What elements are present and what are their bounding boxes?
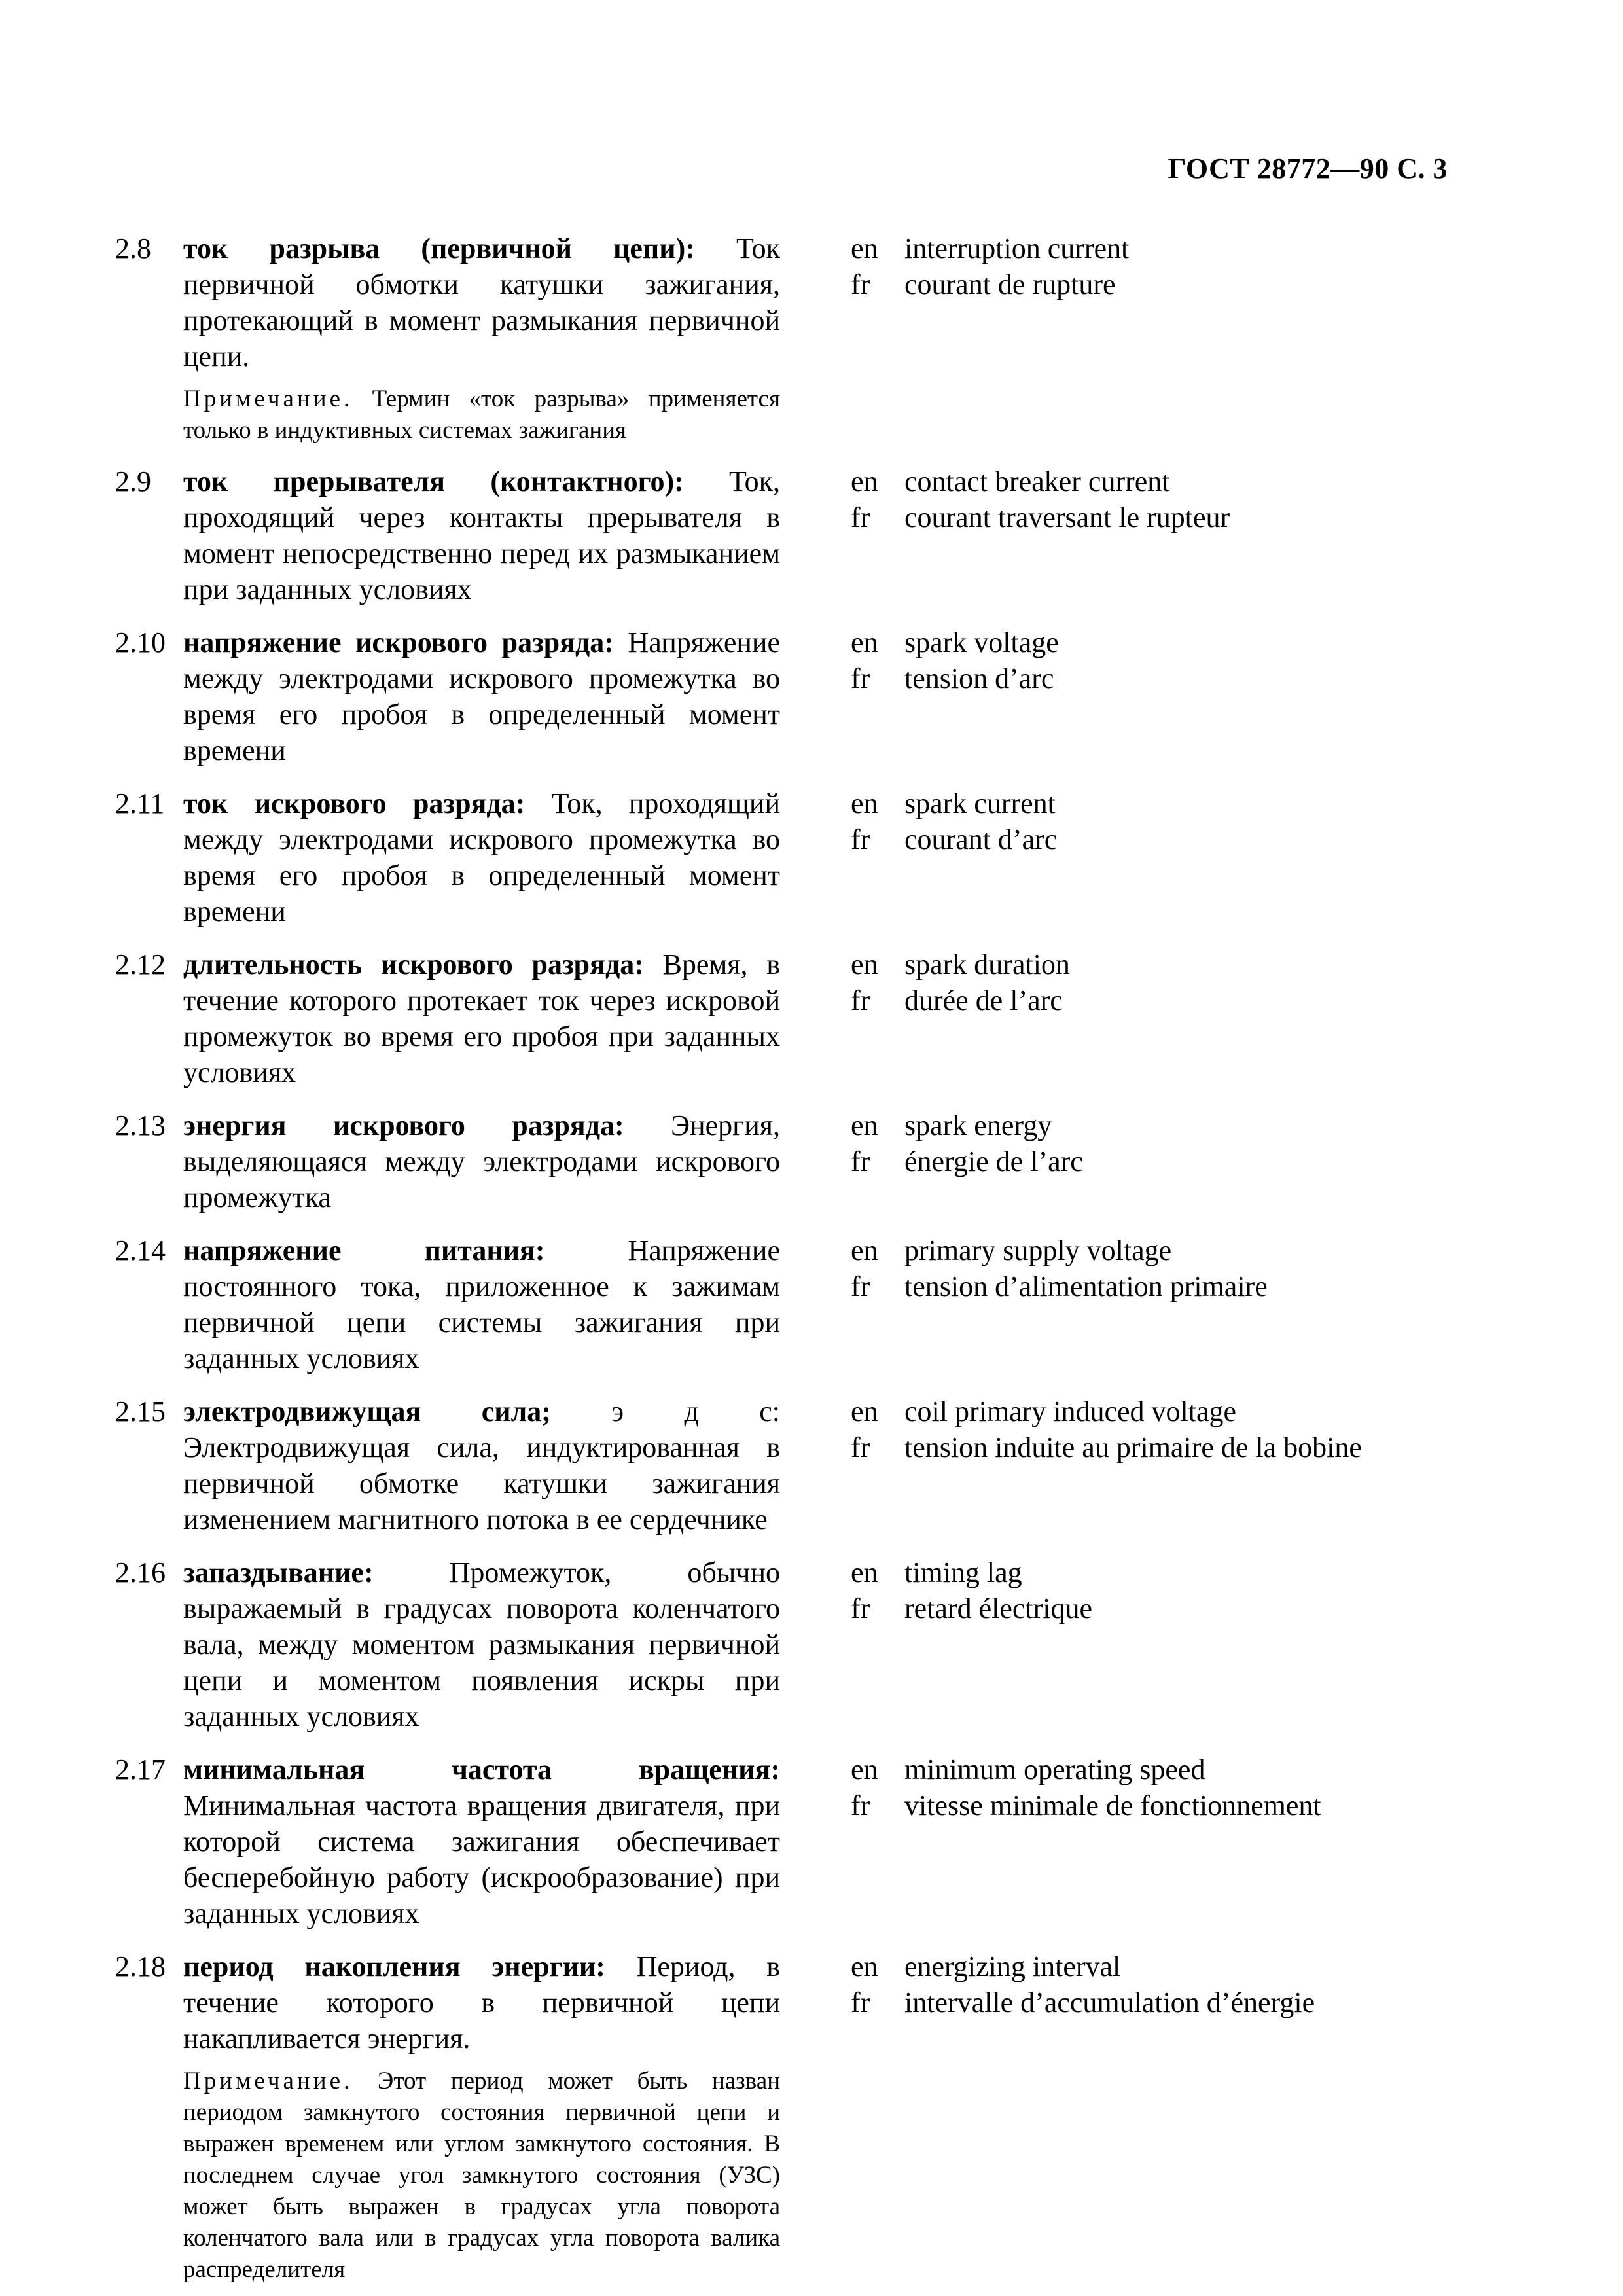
- entry-term: электродвижущая сила;: [183, 1395, 551, 1427]
- entry-definition-text: Минимальная частота вращения двигателя, при которой система зажигания обеспечивает бесперебойную работу (искрообразование) при заданных условиях: [183, 1789, 780, 1929]
- translation-en-text: spark voltage: [904, 626, 1059, 658]
- entry-body: [183, 1751, 780, 1931]
- lang-code-fr: fr: [851, 501, 870, 533]
- entry-definition-text: Напряжение постоянного тока, приложенное к зажимам первичной цепи системы зажигания при заданных условиях: [183, 1234, 781, 1374]
- terms-list: [0, 230, 1623, 2286]
- note-text: Термин «ток разрыва» применяется только в индуктивных системах зажигания: [183, 386, 780, 444]
- translation-fr: [851, 1984, 1315, 2020]
- entry-body: [183, 785, 780, 929]
- translation-fr-text: courant de rupture: [904, 268, 1116, 300]
- translation-fr: [851, 660, 1059, 696]
- lang-code-en: en: [851, 465, 878, 497]
- lang-code-fr: fr: [851, 1270, 870, 1302]
- entry-term: запаздывание:: [183, 1556, 374, 1588]
- entry-body: [183, 1232, 780, 1376]
- translation-en: [851, 1393, 1362, 1429]
- entry-translations: [851, 1751, 1321, 1823]
- translation-fr-text: retard électrique: [904, 1592, 1093, 1624]
- entry-definition: [183, 1393, 780, 1537]
- entry-translations: [851, 1232, 1268, 1304]
- entry-number: 2.18: [115, 1950, 166, 1982]
- lang-code-fr: fr: [851, 1592, 870, 1624]
- entry-definition-text: Ток, проходящий через контакты прерывателя в момент непосредственно перед их размыканием при заданных условиях: [183, 465, 780, 605]
- entry-translations: [851, 785, 1057, 857]
- translation-fr: [851, 499, 1230, 535]
- entry-number: 2.10: [115, 626, 166, 658]
- entry-term: период накопления энергии:: [183, 1950, 605, 1982]
- translation-en-text: timing lag: [904, 1556, 1022, 1588]
- entry-number: 2.15: [115, 1395, 166, 1427]
- translation-fr: [851, 1268, 1268, 1304]
- lang-code-en: en: [851, 948, 878, 980]
- lang-code-en: en: [851, 1556, 878, 1588]
- translation-en: [851, 463, 1230, 499]
- translation-fr: [851, 821, 1057, 857]
- translation-fr: [851, 266, 1129, 302]
- term-entry: [0, 1107, 1623, 1215]
- translation-en-text: interruption current: [904, 232, 1130, 264]
- translation-en: [851, 1948, 1315, 1984]
- entry-definition: [183, 230, 780, 374]
- lang-code-fr: fr: [851, 662, 870, 694]
- entry-definition: [183, 1232, 780, 1376]
- translation-fr-text: tension d’arc: [904, 662, 1054, 694]
- lang-code-en: en: [851, 626, 878, 658]
- term-entry: [0, 1393, 1623, 1537]
- entry-translations: [851, 463, 1230, 535]
- term-entry: [0, 785, 1623, 929]
- translation-fr: [851, 1429, 1362, 1465]
- lang-code-en: en: [851, 787, 878, 819]
- translation-en: [851, 230, 1129, 266]
- entry-term: длительность искрового разряда:: [183, 948, 644, 980]
- entry-definition-text: Время, в течение которого протекает ток через искровой промежуток во время его пробоя при заданных условиях: [183, 948, 780, 1088]
- entry-body: [183, 1554, 780, 1734]
- entry-term: напряжение искрового разряда:: [183, 626, 614, 658]
- translation-en: [851, 624, 1059, 660]
- translation-en-text: coil primary induced voltage: [904, 1395, 1237, 1427]
- entry-number: 2.9: [115, 465, 151, 497]
- entry-note: [183, 384, 780, 446]
- entry-definition: [183, 785, 780, 929]
- translation-fr-text: tension induite au primaire de la bobine: [904, 1431, 1362, 1463]
- translation-fr: [851, 1143, 1083, 1179]
- translation-en-text: spark energy: [904, 1109, 1052, 1141]
- translation-en: [851, 1554, 1092, 1590]
- translation-en-text: spark duration: [904, 948, 1070, 980]
- entry-number: 2.11: [115, 787, 165, 819]
- entry-number: 2.17: [115, 1753, 166, 1785]
- lang-code-fr: fr: [851, 1986, 870, 2018]
- entry-body: [183, 624, 780, 768]
- entry-number: 2.16: [115, 1556, 166, 1588]
- entry-definition-text: Промежуток, обычно выражаемый в градусах поворота коленчатого вала, между моментом размыкания первичной цепи и моментом появления искры при заданных условиях: [183, 1556, 780, 1732]
- entry-term: ток прерывателя (контактного):: [183, 465, 684, 497]
- entry-definition: [183, 1554, 780, 1734]
- lang-code-en: en: [851, 1109, 878, 1141]
- entry-translations: [851, 1554, 1092, 1626]
- entry-term: ток разрыва (первичной цепи):: [183, 232, 695, 264]
- entry-body: [183, 1107, 780, 1215]
- note-text: Этот период может быть назван периодом замкнутого состояния первичной цепи и выражен временем или углом замкнутого состояния. В последнем случае угол замкнутого состояния (УЗС) может быть выражен в градусах угла поворота коленчатого вала или в градусах угла поворота валика распределителя: [183, 2068, 780, 2283]
- entry-number: 2.14: [115, 1234, 166, 1266]
- entry-term: ток искрового разряда:: [183, 787, 526, 819]
- lang-code-fr: fr: [851, 1145, 870, 1177]
- entry-translations: [851, 1948, 1315, 2020]
- translation-fr-text: tension d’alimentation primaire: [904, 1270, 1268, 1302]
- term-entry: [0, 1554, 1623, 1734]
- lang-code-en: en: [851, 1950, 878, 1982]
- entry-definition: [183, 1107, 780, 1215]
- translation-en-text: contact breaker current: [904, 465, 1170, 497]
- entry-body: [183, 463, 780, 607]
- term-entry: [0, 624, 1623, 768]
- translation-fr-text: courant d’arc: [904, 823, 1058, 855]
- lang-code-en: en: [851, 1753, 878, 1785]
- entry-definition-text: Напряжение между электродами искрового промежутка во время его пробоя в определенный момент времени: [183, 626, 780, 766]
- entry-number: 2.13: [115, 1109, 166, 1141]
- entry-number: 2.8: [115, 232, 151, 264]
- term-entry: [0, 230, 1623, 446]
- translation-fr: [851, 1590, 1092, 1626]
- entry-definition-text: Ток, проходящий между электродами искрового промежутка во время его пробоя в определенный момент времени: [183, 787, 780, 927]
- term-entry: [0, 946, 1623, 1090]
- translation-fr-text: énergie de l’arc: [904, 1145, 1083, 1177]
- term-entry: [0, 463, 1623, 607]
- lang-code-en: en: [851, 1395, 878, 1427]
- entry-translations: [851, 624, 1059, 696]
- entry-translations: [851, 946, 1070, 1018]
- term-entry: [0, 1232, 1623, 1376]
- entry-translations: [851, 230, 1129, 302]
- note-label: Примечание.: [183, 386, 353, 412]
- lang-code-fr: fr: [851, 1789, 870, 1821]
- translation-en-text: minimum operating speed: [904, 1753, 1205, 1785]
- entry-definition-text: Энергия, выделяющаяся между электродами искрового промежутка: [183, 1109, 780, 1213]
- lang-code-fr: fr: [851, 984, 870, 1016]
- translation-fr: [851, 1787, 1321, 1823]
- term-entry: [0, 1948, 1623, 2286]
- translation-en: [851, 1232, 1268, 1268]
- entry-definition-text: э д с: Электродвижущая сила, индуктированная в первичной обмотке катушки зажигания изменением магнитного потока в ее сердечнике: [183, 1395, 780, 1535]
- translation-en-text: energizing interval: [904, 1950, 1121, 1982]
- lang-code-en: en: [851, 1234, 878, 1266]
- entry-definition: [183, 1948, 780, 2056]
- entry-definition: [183, 463, 780, 607]
- entry-term: энергия искрового разряда:: [183, 1109, 624, 1141]
- translation-en: [851, 946, 1070, 982]
- term-entry: [0, 1751, 1623, 1931]
- entry-note: [183, 2066, 780, 2286]
- entry-definition-text: Ток первичной обмотки катушки зажигания, протекающий в момент размыкания первичной цепи.: [183, 232, 780, 372]
- lang-code-fr: fr: [851, 268, 870, 300]
- entry-term: минимальная частота вращения:: [183, 1753, 780, 1785]
- translation-en: [851, 1751, 1321, 1787]
- note-label: Примечание.: [183, 2068, 353, 2094]
- translation-fr-text: intervalle d’accumulation d’énergie: [904, 1986, 1315, 2018]
- entry-body: [183, 230, 780, 446]
- translation-en-text: primary supply voltage: [904, 1234, 1172, 1266]
- entry-body: [183, 946, 780, 1090]
- lang-code-fr: fr: [851, 823, 870, 855]
- lang-code-en: en: [851, 232, 878, 264]
- entry-translations: [851, 1107, 1083, 1179]
- entry-definition: [183, 946, 780, 1090]
- translation-fr-text: durée de l’arc: [904, 984, 1063, 1016]
- translation-fr-text: courant traversant le rupteur: [904, 501, 1230, 533]
- entry-body: [183, 1393, 780, 1537]
- translation-en: [851, 1107, 1083, 1143]
- translation-en: [851, 785, 1057, 821]
- entry-definition: [183, 624, 780, 768]
- lang-code-fr: fr: [851, 1431, 870, 1463]
- entry-term: напряжение питания:: [183, 1234, 545, 1266]
- translation-en-text: spark current: [904, 787, 1056, 819]
- translation-fr: [851, 982, 1070, 1018]
- page-header: ГОСТ 28772—90 С. 3: [1168, 152, 1448, 185]
- entry-body: [183, 1948, 780, 2286]
- entry-translations: [851, 1393, 1362, 1465]
- entry-number: 2.12: [115, 948, 166, 980]
- translation-fr-text: vitesse minimale de fonctionnement: [904, 1789, 1321, 1821]
- entry-definition-text: Период, в течение которого в первичной цепи накапливается энергия.: [183, 1950, 780, 2054]
- entry-definition: [183, 1751, 780, 1931]
